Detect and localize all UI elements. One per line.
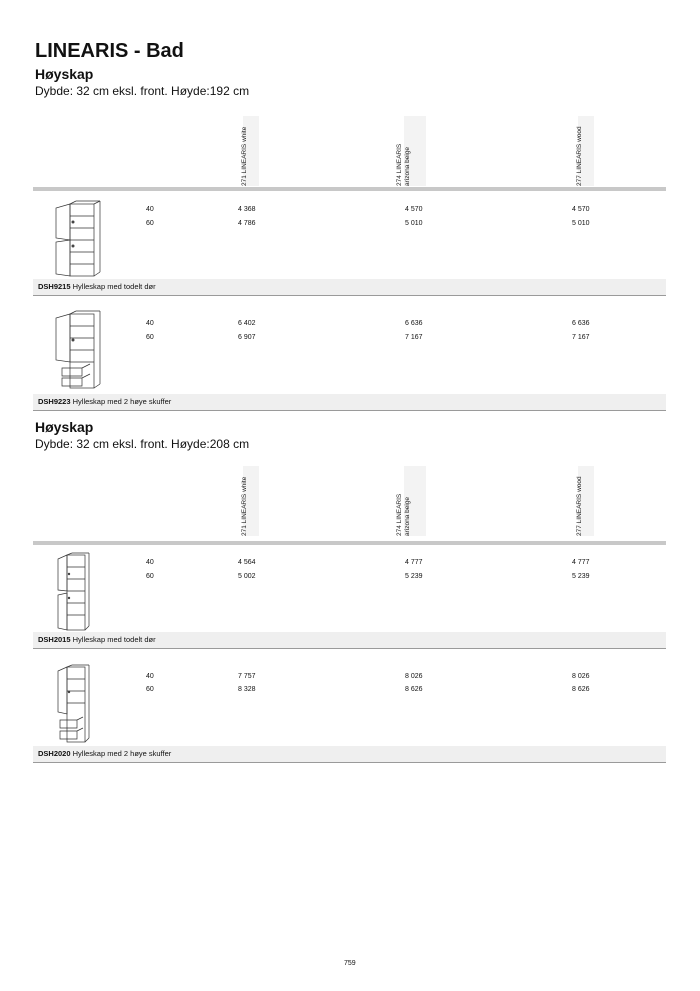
product-name: Hylleskap med 2 høye skuffer: [72, 397, 172, 406]
price-cell: 4 570: [572, 206, 590, 213]
section-subtitle: Dybde: 32 cm eksl. front. Høyde:192 cm: [35, 84, 250, 98]
product-label: [38, 746, 171, 762]
tall-cabinet-two-part-door-icon: [52, 200, 102, 278]
header-divider: [33, 541, 666, 545]
column-header: 277 LINEARIS wood: [578, 116, 594, 186]
header-divider: [33, 187, 666, 191]
price-cell: 5 239: [572, 573, 590, 580]
price-cell: 7 167: [572, 334, 590, 341]
column-header: 271 LINEARIS white: [243, 466, 259, 536]
price-cell: 6 636: [405, 320, 423, 327]
product-code: DSH9223: [38, 397, 71, 406]
price-cell: 6 907: [238, 334, 256, 341]
row-divider: [33, 648, 666, 649]
section-subtitle: Dybde: 32 cm eksl. front. Høyde:208 cm: [35, 437, 250, 451]
size-cell: 40: [146, 673, 154, 680]
price-cell: 4 777: [572, 559, 590, 566]
price-cell: 5 010: [405, 220, 423, 227]
page-title: LINEARIS - Bad: [35, 40, 184, 62]
product-code: DSH2015: [38, 635, 71, 644]
product-label: [38, 394, 171, 410]
size-cell: 60: [146, 334, 154, 341]
page-number: 759: [344, 960, 356, 967]
size-cell: 60: [146, 686, 154, 693]
size-cell: 60: [146, 573, 154, 580]
size-cell: 40: [146, 559, 154, 566]
price-cell: 4 570: [405, 206, 423, 213]
product-code: DSH9215: [38, 282, 71, 291]
row-divider: [33, 295, 666, 296]
row-divider: [33, 410, 666, 411]
price-cell: 4 564: [238, 559, 256, 566]
column-header: 274 LINEARIS arizona beige: [404, 116, 426, 186]
tall-cabinet-two-drawers-icon: [55, 664, 91, 744]
price-cell: 4 368: [238, 206, 256, 213]
size-cell: 40: [146, 206, 154, 213]
row-divider: [33, 762, 666, 763]
price-cell: 4 786: [238, 220, 256, 227]
column-header: 271 LINEARIS white: [243, 116, 259, 186]
product-label: [38, 279, 156, 295]
price-cell: 4 777: [405, 559, 423, 566]
price-cell: 8 328: [238, 686, 256, 693]
product-label: [38, 632, 156, 648]
price-cell: 5 002: [238, 573, 256, 580]
tall-cabinet-two-drawers-icon: [52, 310, 102, 392]
size-cell: 40: [146, 320, 154, 327]
column-header: 274 LINEARIS arizona beige: [404, 466, 426, 536]
price-cell: 5 010: [572, 220, 590, 227]
price-cell: 8 026: [405, 673, 423, 680]
price-cell: 8 026: [572, 673, 590, 680]
product-name: Hylleskap med 2 høye skuffer: [72, 749, 172, 758]
price-cell: 8 626: [405, 686, 423, 693]
size-cell: 60: [146, 220, 154, 227]
price-cell: 7 757: [238, 673, 256, 680]
product-code: DSH2020: [38, 749, 71, 758]
price-cell: 8 626: [572, 686, 590, 693]
section-title: Høyskap: [35, 419, 94, 435]
price-cell: 5 239: [405, 573, 423, 580]
price-cell: 7 167: [405, 334, 423, 341]
price-cell: 6 402: [238, 320, 256, 327]
product-name: Hylleskap med todelt dør: [72, 282, 156, 291]
tall-cabinet-two-part-door-icon: [55, 552, 91, 632]
price-cell: 6 636: [572, 320, 590, 327]
column-header: 277 LINEARIS wood: [578, 466, 594, 536]
section-title: Høyskap: [35, 66, 94, 82]
product-name: Hylleskap med todelt dør: [72, 635, 156, 644]
